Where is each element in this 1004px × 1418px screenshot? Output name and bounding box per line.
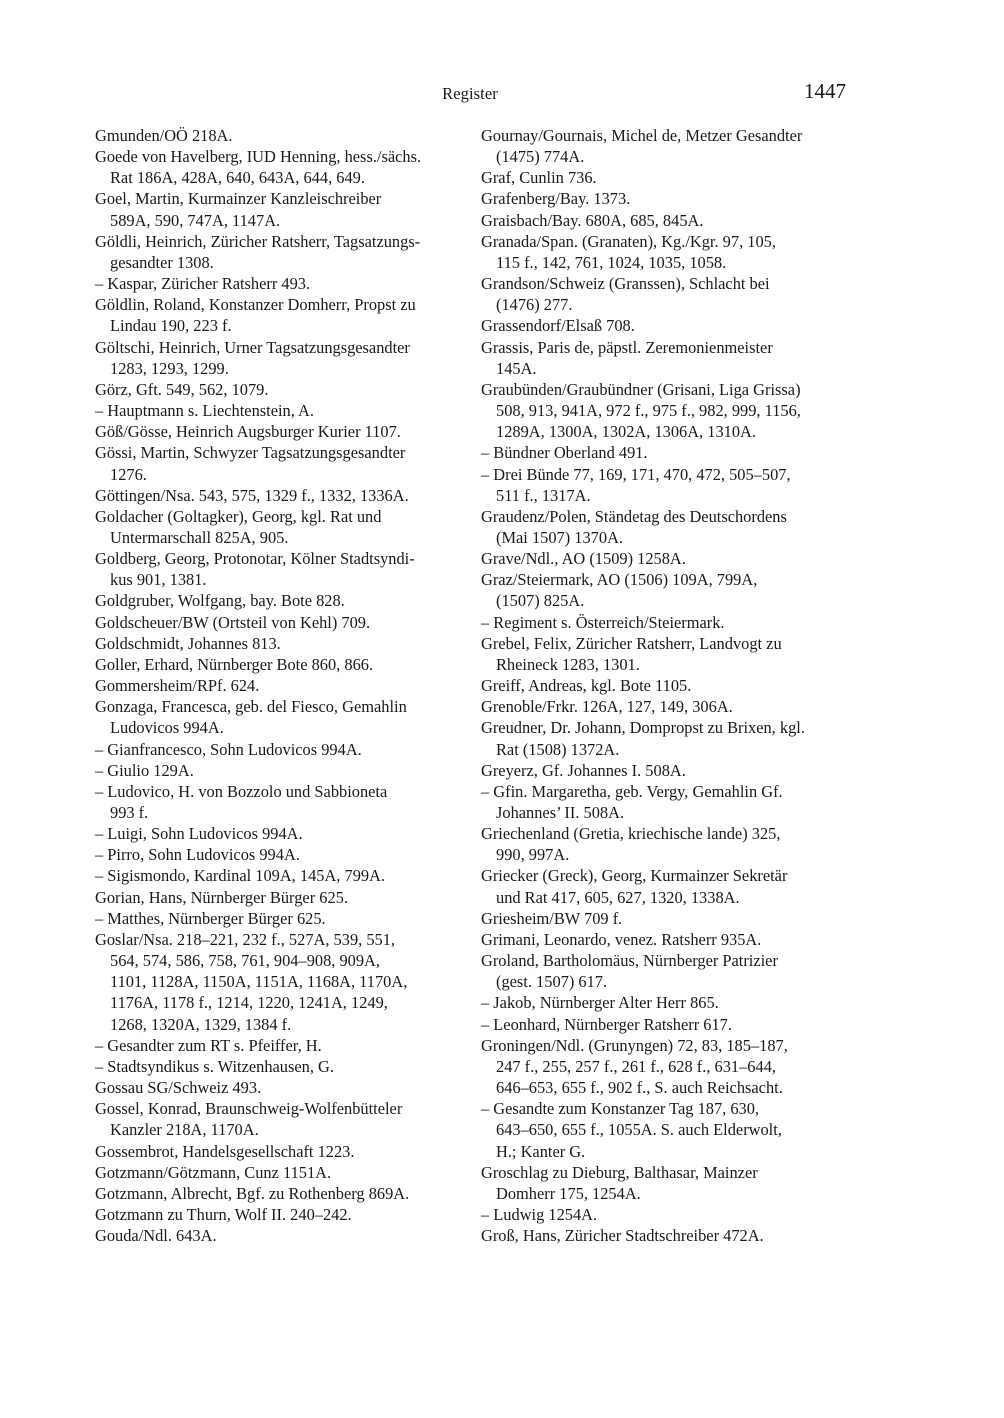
index-entry-line: Graisbach/Bay. 680A, 685, 845A. [481, 210, 704, 230]
index-entry-line: – Jakob, Nürnberger Alter Herr 865. [481, 993, 719, 1013]
index-entry [95, 696, 475, 738]
index-entry-line: Gossau SG/Schweiz 493. [95, 1078, 262, 1098]
index-column-left [95, 125, 475, 1246]
index-entry [95, 188, 475, 230]
index-entry-line: Graz/Steiermark, AO (1506) 109A, 799A, [481, 570, 758, 590]
index-entry [95, 675, 475, 696]
index-entry-line: Göldli, Heinrich, Züricher Ratsherr, Tagsatzungs- [95, 231, 421, 251]
index-entry [95, 654, 475, 675]
index-column-right [481, 125, 861, 1246]
index-entry-line: Göß/Gösse, Heinrich Augsburger Kurier 1107. [95, 422, 401, 442]
index-entry-line: Gommersheim/RPf. 624. [95, 676, 260, 696]
index-entry [481, 1225, 861, 1246]
index-entry [95, 612, 475, 633]
index-entry-line: Gouda/Ndl. 643A. [95, 1226, 217, 1246]
index-entry [481, 696, 861, 717]
index-entry [481, 210, 861, 231]
index-entry-line: – Ludovico, H. von Bozzolo und Sabbioneta [95, 781, 388, 801]
index-entry [95, 294, 475, 336]
index-entry [481, 1162, 861, 1204]
index-entry [95, 908, 475, 929]
index-entry-line: Goldschmidt, Johannes 813. [95, 633, 281, 653]
index-entry-line: Rat 186A, 428A, 640, 643A, 644, 649. [110, 168, 365, 188]
index-entry [481, 908, 861, 929]
index-entry [481, 506, 861, 548]
index-entry [481, 569, 861, 611]
index-entry-line: Grave/Ndl., AO (1509) 1258A. [481, 549, 686, 569]
index-entry-line: Kanzler 218A, 1170A. [110, 1120, 259, 1140]
index-entry-line: Untermarschall 825A, 905. [110, 527, 289, 547]
index-entry-line: Groland, Bartholomäus, Nürnberger Patrizier [481, 951, 778, 971]
index-entry-line: 993 f. [110, 803, 149, 822]
index-entry [481, 337, 861, 379]
index-entry-line: Graubünden/Graubündner (Grisani, Liga Grissa) [481, 379, 801, 399]
index-entry-line: Gotzmann, Albrecht, Bgf. zu Rothenberg 869A. [95, 1183, 410, 1203]
index-entry-line: – Stadtsyndikus s. Witzenhausen, G. [95, 1056, 334, 1076]
index-entry-line: (gest. 1507) 617. [496, 972, 608, 992]
index-entry [481, 612, 861, 633]
index-entry-line: Johannes’ II. 508A. [496, 803, 625, 822]
index-entry [481, 315, 861, 336]
index-entry-line: 1276. [110, 464, 147, 484]
index-entry-line: H.; Kanter G. [496, 1141, 586, 1161]
index-entry [481, 231, 861, 273]
index-entry [95, 1183, 475, 1204]
index-entry-line: Grafenberg/Bay. 1373. [481, 189, 631, 209]
index-entry-line: und Rat 417, 605, 627, 1320, 1338A. [496, 887, 740, 907]
index-entry-line: – Matthes, Nürnberger Bürger 625. [95, 908, 326, 928]
index-entry [481, 273, 861, 315]
running-head [0, 79, 1004, 108]
index-entry-line: 1268, 1320A, 1329, 1384 f. [110, 1014, 292, 1034]
index-entry-line: Göttingen/Nsa. 543, 575, 1329 f., 1332, 1336A. [95, 485, 409, 505]
index-entry-line: Griechenland (Gretia, kriechische lande) 325, [481, 824, 781, 844]
index-entry [481, 760, 861, 781]
index-entry-line: Grandson/Schweiz (Granssen), Schlacht bei [481, 274, 770, 294]
index-entry-line: – Gesandter zum RT s. Pfeiffer, H. [95, 1035, 322, 1055]
index-entry-line: Gotzmann/Götzmann, Cunz 1151A. [95, 1162, 332, 1182]
index-entry [481, 633, 861, 675]
index-entry-line: Gorian, Hans, Nürnberger Bürger 625. [95, 887, 348, 907]
index-entry [95, 273, 475, 294]
index-entry-line: kus 901, 1381. [110, 570, 207, 590]
index-entry-line: Goldacher (Goltagker), Georg, kgl. Rat und [95, 506, 382, 526]
index-entry [481, 125, 861, 167]
index-entry-line: (1475) 774A. [496, 147, 585, 167]
index-entry [95, 865, 475, 886]
index-entry-line: 589A, 590, 747A, 1147A. [110, 210, 281, 230]
index-entry-line: – Bündner Oberland 491. [481, 443, 648, 463]
index-entry [95, 125, 475, 146]
index-entry-line: – Gesandte zum Konstanzer Tag 187, 630, [481, 1099, 760, 1119]
index-entry-line: 145A. [496, 358, 537, 378]
index-entry [481, 781, 861, 823]
index-entry-line: Domherr 175, 1254A. [496, 1183, 641, 1203]
index-entry-line: 115 f., 142, 761, 1024, 1035, 1058. [496, 252, 727, 272]
index-entry-line: Gonzaga, Francesca, geb. del Fiesco, Gemahlin [95, 697, 407, 717]
index-entry-line: Graudenz/Polen, Ständetag des Deutschordens [481, 506, 787, 526]
index-entry [481, 1014, 861, 1035]
index-entry [481, 823, 861, 865]
index-entry-line: 1289A, 1300A, 1302A, 1306A, 1310A. [496, 422, 756, 442]
index-entry-line: – Sigismondo, Kardinal 109A, 145A, 799A. [95, 866, 386, 886]
index-entry [481, 464, 861, 506]
index-entry [95, 506, 475, 548]
index-entry-line: 511 f., 1317A. [496, 485, 591, 505]
index-entry [95, 548, 475, 590]
index-entry-line: Grenoble/Frkr. 126A, 127, 149, 306A. [481, 697, 733, 717]
index-entry-line: Greiff, Andreas, kgl. Bote 1105. [481, 676, 692, 696]
index-entry-line: Goede von Havelberg, IUD Henning, hess./sächs. [95, 147, 422, 167]
index-entry-line: 1283, 1293, 1299. [110, 358, 229, 378]
index-entry [95, 1077, 475, 1098]
index-entry-line: 247 f., 255, 257 f., 261 f., 628 f., 631–644, [496, 1056, 776, 1076]
index-entry-line: – Ludwig 1254A. [481, 1204, 598, 1224]
index-entry [95, 485, 475, 506]
index-entry-line: – Giulio 129A. [95, 760, 194, 780]
index-entry [95, 379, 475, 400]
index-entry-line: Goldscheuer/BW (Ortsteil von Kehl) 709. [95, 612, 371, 632]
index-entry-line: Grimani, Leonardo, venez. Ratsherr 935A. [481, 929, 762, 949]
index-entry-line: – Luigi, Sohn Ludovicos 994A. [95, 824, 303, 844]
index-entry [95, 739, 475, 760]
index-entry-line: Granada/Span. (Granaten), Kg./Kgr. 97, 105, [481, 231, 776, 251]
index-entry [481, 188, 861, 209]
index-entry-line: 564, 574, 586, 758, 761, 904–908, 909A, [110, 951, 380, 971]
index-entry [95, 844, 475, 865]
index-entry [95, 1225, 475, 1246]
index-entry-line: 646–653, 655 f., 902 f., S. auch Reichsacht. [496, 1078, 783, 1098]
index-entry-line: Gournay/Gournais, Michel de, Metzer Gesandter [481, 126, 803, 145]
index-entry-line: Göldlin, Roland, Konstanzer Domherr, Propst zu [95, 295, 416, 315]
index-entry-line: Goller, Erhard, Nürnberger Bote 860, 866. [95, 654, 374, 674]
index-entry-line: Grassendorf/Elsaß 708. [481, 316, 635, 336]
index-entry [481, 992, 861, 1013]
index-entry [95, 1162, 475, 1183]
index-entry [481, 675, 861, 696]
index-entry-line: Goslar/Nsa. 218–221, 232 f., 527A, 539, 551, [95, 929, 396, 949]
index-entry [481, 167, 861, 188]
index-entry-line: Gotzmann zu Thurn, Wolf II. 240–242. [95, 1204, 352, 1224]
index-entry-line: – Drei Bünde 77, 169, 171, 470, 472, 505–507, [481, 464, 791, 484]
index-entry-line: – Gianfrancesco, Sohn Ludovicos 994A. [95, 739, 362, 759]
index-entry-line: 643–650, 655 f., 1055A. S. auch Elderwolt, [496, 1120, 782, 1140]
index-entry-line: 1176A, 1178 f., 1214, 1220, 1241A, 1249, [110, 993, 388, 1013]
index-entry [481, 379, 861, 442]
index-entry-line: Griecker (Greck), Georg, Kurmainzer Sekretär [481, 866, 788, 886]
index-entry-line: Goldgruber, Wolfgang, bay. Bote 828. [95, 591, 345, 611]
index-entry-line: Graf, Cunlin 736. [481, 168, 597, 188]
index-entry [95, 442, 475, 484]
page-number: 1447 [804, 79, 846, 103]
index-entry [95, 633, 475, 654]
index-entry-line: 990, 997A. [496, 845, 570, 865]
index-entry-line: Grebel, Felix, Züricher Ratsherr, Landvogt zu [481, 633, 782, 653]
index-entry [481, 1098, 861, 1161]
index-entry [95, 231, 475, 273]
index-entry [481, 950, 861, 992]
index-entry-line: Gmunden/OÖ 218A. [95, 126, 233, 145]
index-entry [95, 887, 475, 908]
index-entry-line: Rheineck 1283, 1301. [496, 654, 640, 674]
index-entry [95, 823, 475, 844]
index-entry-line: – Hauptmann s. Liechtenstein, A. [95, 401, 314, 421]
index-entry [95, 1204, 475, 1225]
index-entry-line: Greyerz, Gf. Johannes I. 508A. [481, 760, 686, 780]
index-entry-line: Groningen/Ndl. (Grunyngen) 72, 83, 185–187, [481, 1035, 788, 1055]
running-title: Register [442, 84, 498, 103]
index-entry [95, 1035, 475, 1056]
index-entry-line: Rat (1508) 1372A. [496, 739, 620, 759]
index-entry [481, 929, 861, 950]
index-entry [95, 421, 475, 442]
index-entry-line: Greudner, Dr. Johann, Dompropst zu Brixen, kgl. [481, 718, 805, 738]
index-entry [95, 781, 475, 823]
index-entry-line: Göltschi, Heinrich, Urner Tagsatzungsgesandter [95, 337, 410, 357]
index-entry-line: Lindau 190, 223 f. [110, 316, 232, 336]
index-entry-line: Goel, Martin, Kurmainzer Kanzleischreiber [95, 189, 382, 209]
index-entry-line: (1476) 277. [496, 295, 573, 315]
index-entry-line: – Regiment s. Österreich/Steiermark. [481, 612, 725, 632]
index-entry [481, 1035, 861, 1098]
index-entry [95, 1056, 475, 1077]
index-entry-line: Groß, Hans, Züricher Stadtschreiber 472A. [481, 1226, 764, 1246]
index-entry-line: Gossembrot, Handelsgesellschaft 1223. [95, 1141, 355, 1161]
index-entry-line: Gössi, Martin, Schwyzer Tagsatzungsgesandter [95, 443, 406, 463]
index-entry-line: – Pirro, Sohn Ludovicos 994A. [95, 845, 300, 865]
index-entry-line: gesandter 1308. [110, 252, 214, 272]
index-entry-line: Ludovicos 994A. [110, 718, 224, 738]
index-entry-line: Goldberg, Georg, Protonotar, Kölner Stadtsyndi- [95, 549, 415, 569]
index-entry [95, 760, 475, 781]
index-entry-line: Griesheim/BW 709 f. [481, 908, 623, 928]
index-entry-line: (Mai 1507) 1370A. [496, 527, 624, 547]
index-entry [95, 1141, 475, 1162]
index-entry [95, 1098, 475, 1140]
index-entry [95, 337, 475, 379]
index-entry-line: 1101, 1128A, 1150A, 1151A, 1168A, 1170A, [110, 972, 408, 992]
index-entry [481, 1204, 861, 1225]
index-entry [481, 865, 861, 907]
index-entry [95, 146, 475, 188]
index-entry-line: – Leonhard, Nürnberger Ratsherr 617. [481, 1014, 732, 1034]
index-entry [95, 929, 475, 1035]
index-entry [481, 548, 861, 569]
index-entry-line: Grassis, Paris de, päpstl. Zeremonienmeister [481, 337, 773, 357]
index-entry-line: – Kaspar, Züricher Ratsherr 493. [95, 274, 311, 294]
index-entry [481, 442, 861, 463]
index-entry-line: Gossel, Konrad, Braunschweig-Wolfenbütteler [95, 1099, 403, 1119]
index-entry-line: Görz, Gft. 549, 562, 1079. [95, 379, 269, 399]
index-entry [481, 717, 861, 759]
index-entry-line: – Gfin. Margaretha, geb. Vergy, Gemahlin Gf. [481, 781, 783, 801]
index-entry-line: 508, 913, 941A, 972 f., 975 f., 982, 999, 1156, [496, 401, 801, 421]
index-entry-line: Groschlag zu Dieburg, Balthasar, Mainzer [481, 1162, 758, 1182]
index-entry-line: (1507) 825A. [496, 591, 585, 611]
index-entry [95, 400, 475, 421]
index-entry [95, 590, 475, 611]
